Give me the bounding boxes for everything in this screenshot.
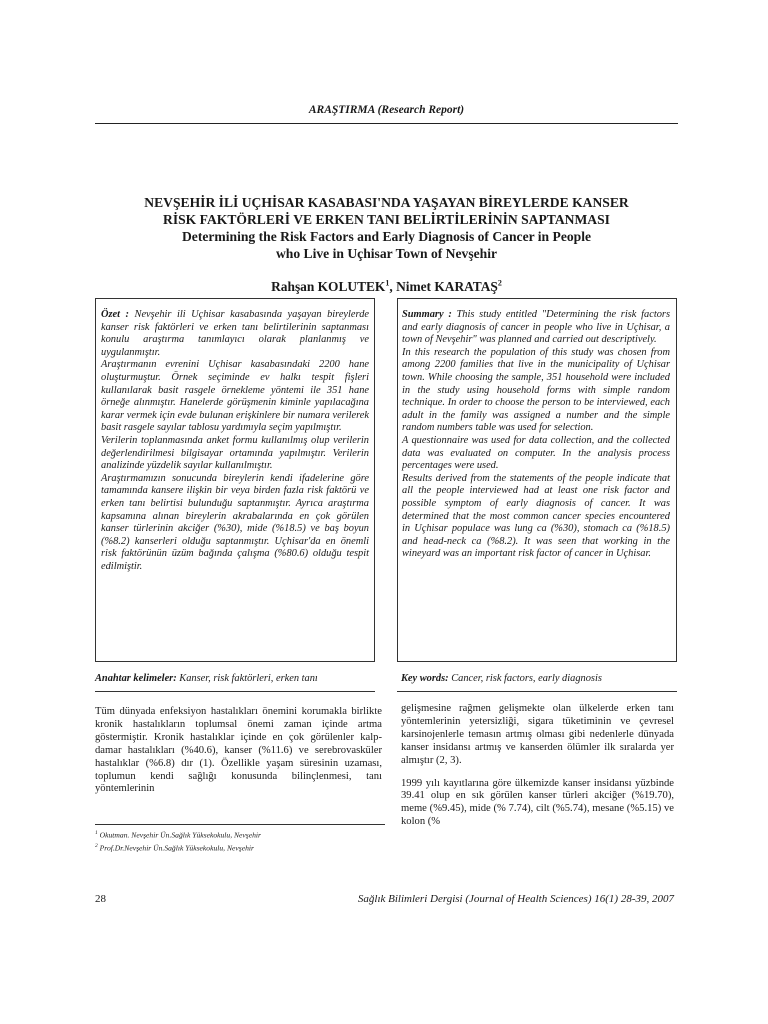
keywords-en-label: Key words:	[401, 673, 449, 684]
author-2: Nimet KARATAŞ	[396, 279, 498, 294]
body-right-p1: gelişmesine rağmen gelişmekte olan ülkelerde erken tanı yöntemlerinin yetersizliği, sigara tüketiminin ve çevresel karsinojenlerle temasın artmış olması gibi nedenlerle dünyada kanser insidansı artmış ve kanserden ölümler ilk sıralarda yer almıştır (2, 3).	[401, 703, 674, 766]
footnotes	[95, 828, 385, 853]
footnote-2	[95, 841, 385, 854]
keywords-en-text: Cancer, risk factors, early diagnosis	[448, 673, 602, 684]
footnote-2-text: Prof.Dr.Nevşehir Ün.Sağlık Yüksekokulu, Nevşehir	[97, 843, 254, 853]
author-line	[95, 279, 678, 295]
running-header: ARAŞTIRMA (Research Report)	[308, 104, 465, 116]
author-1-affil: 1	[385, 278, 390, 288]
title-tr-line-1: NEVŞEHİR İLİ UÇHİSAR KASABASI'NDA YAŞAYAN BİREYLERDE KANSER	[144, 195, 629, 210]
abstract-en-p4: Results derived from the statements of the people indicate that all the people interviewed had at least one risk factor and possible symptom of early diagnosis of cancer. It was determined that the most common cancer species encountered in Uçhisar populace was lung ca (%30), stomach ca (%18.5) and head-neck ca (%8.2). It was seen that working in the wineyard was an important risk factor of cancer in Uçhisar.	[402, 472, 670, 560]
abstract-en-label: Summary :	[402, 309, 452, 320]
keywords-en-rule	[397, 691, 677, 692]
body-column-left	[95, 706, 382, 796]
abstract-tr-label: Özet :	[101, 309, 130, 320]
author-1: Rahşan KOLUTEK	[271, 279, 386, 294]
abstract-en-p2: In this research the population of this study was chosen from among 2200 families that live in the municipality of Uçhisar town. While choosing the sample, 351 household were included in the study using household forms with simple random technique. In order to choose the person to be interviewed, each adult in the family was assigned a number and the simple random numbers table was used for selection.	[402, 346, 670, 434]
footnote-2-mark: 2	[95, 842, 98, 849]
abstract-tr-p4: Araştırmamızın sonucunda bireylerin kendi ifadelerine göre tamamında kansere ilişkin bir veya birden fazla risk faktörü ve erken tanı belirtisi bulunduğu saptanmıştır. Ayrıca araştırma kapsamına alınan bireylerin akrabalarında en çok görülen kanser türlerinin akciğer (%30), mide (%18.5) ve baş boyun (%8.2) kanserleri olduğu saptanmıştır. Uçhisar'da en önemli risk faktörünün üzüm bağında çalışma (%80.6) olduğu tespit edilmiştir.	[101, 472, 369, 572]
journal-citation: Sağlık Bilimleri Dergisi (Journal of Health Sciences) 16(1) 28-39, 2007	[357, 893, 674, 905]
keywords-tr-rule	[95, 691, 375, 692]
title-en-line-2: who Live in Uçhisar Town of Nevşehir	[275, 246, 498, 261]
abstract-tr-p2: Araştırmanın evrenini Uçhisar kasabasındaki 2200 hane oluşturmuştur. Örnek seçiminde ev halkı tespit fişleri kullanılarak basit rasgele örnekleme yöntemi ile 351 hane örneğe alınmıştır. Hanelerde görüşmenin kiminle yapılacağına karar vermek için evde bulunan erişkinlere bir numara verilerek basit rasgele sayılar tablosu yardımıyla seçim yapılmıştır.	[101, 359, 369, 434]
keywords-tr	[95, 673, 375, 684]
abstract-en-p3: A questionnaire was used for data collection, and the collected data was evaluated on computer. In the analysis process percentages were used.	[402, 434, 670, 472]
title-en-line-1: Determining the Risk Factors and Early Diagnosis of Cancer in People	[181, 229, 592, 244]
footnote-1-mark: 1	[95, 830, 98, 836]
title-tr-line-2: RİSK FAKTÖRLERİ VE ERKEN TANI BELİRTİLERİNİN SAPTANMASI	[163, 212, 610, 227]
keywords-en	[401, 673, 681, 684]
footnote-1	[95, 828, 385, 841]
author-separator: ,	[389, 279, 397, 294]
abstract-tr-p1	[101, 309, 369, 359]
abstract-tr-p3: Verilerin toplanmasında anket formu kullanılmış olup verilerin değerlendirilmesi bilgisayar ortamında yapılmıştır. Verilerin analizinde yüzdelik sayılar kullanılmıştır.	[101, 434, 369, 472]
keywords-tr-text: Kanser, risk faktörleri, erken tanı	[176, 673, 318, 684]
abstract-en-p1	[402, 309, 670, 347]
body-left-p1: Tüm dünyada enfeksiyon hastalıkları önemini korumakla birlikte kronik hastalıkların toplumsal önemi zaman içinde artma göstermiştir. Kronik hastalıklar içinde en çok görülenler kalp-damar hastalıkları (%40.6), kanser (%11.6) ve serebrovasküler hastalıklar (%6.8) dır (1). Özellikle yaşam süresinin uzaması, toplumun kendi sağlığı konusunda bilinçlenmesi, tanı yöntemlerinin	[95, 706, 382, 795]
keywords-tr-label: Anahtar kelimeler:	[95, 673, 177, 684]
abstract-en-text	[402, 309, 670, 561]
body-column-right	[401, 703, 674, 829]
page-number: 28	[95, 893, 106, 905]
header-rule	[95, 123, 678, 124]
article-title	[95, 194, 678, 262]
footnote-1-text: Okutman. Nevşehir Ün.Sağlık Yüksekokulu, Nevşehir	[97, 830, 261, 840]
footnote-rule	[95, 824, 385, 825]
abstract-tr-p1-text: Nevşehir ili Uçhisar kasabasında yaşayan bireylerde kanser risk faktörleri ve erken tanı belirtilerinin saptanması konulu araştırma tanımlayıcı olarak planlanmış ve uygulanmıştır.	[101, 309, 370, 358]
abstract-en-p1-text: This study entitled "Determining the risk factors and early diagnosis of cancer in people who live in Uçhisar, a town of Nevşehir" was planned and carried out descriptively.	[402, 309, 670, 346]
body-right-p2: 1999 yılı kayıtlarına göre ülkemizde kanser insidansı yüzbinde 39.41 olup en sık görülen kanser türleri akciğer (%19.70), meme (%9.45), mide (% 7.74), cilt (%5.74), mesane (%5.15) ve kolon (%	[401, 777, 674, 828]
abstract-tr-text	[101, 309, 369, 573]
author-2-affil: 2	[497, 278, 502, 288]
